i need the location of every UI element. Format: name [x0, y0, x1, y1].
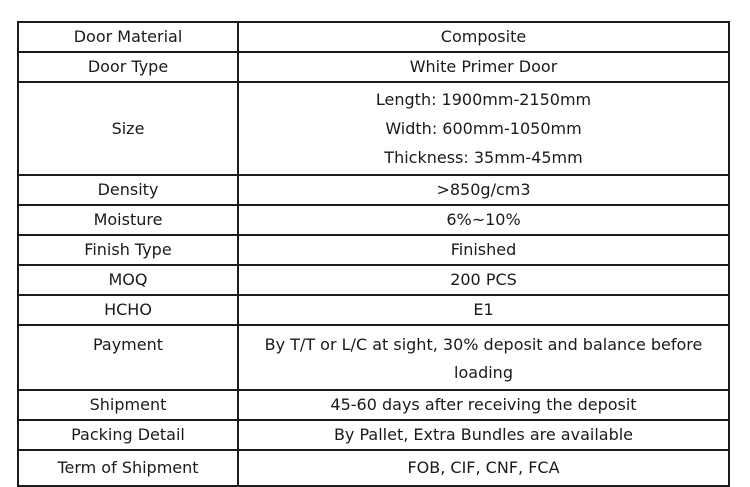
spec-value-payment: By T/T or L/C at sight, 30% deposit and balance before loading	[238, 325, 729, 390]
spec-value-moisture: 6%~10%	[238, 205, 729, 235]
table-row-density	[18, 175, 729, 205]
spec-value-door-material: Composite	[238, 22, 729, 52]
table-row-hcho	[18, 295, 729, 325]
size-thickness-line: Thickness: 35mm-45mm	[384, 148, 583, 167]
spec-label-packing-detail: Packing Detail	[18, 420, 238, 450]
table-row-door-type	[18, 52, 729, 82]
spec-label-moq: MOQ	[18, 265, 238, 295]
table-row-moq	[18, 265, 729, 295]
spec-value-door-type: White Primer Door	[238, 52, 729, 82]
spec-value-size	[238, 82, 729, 175]
spec-label-door-material: Door Material	[18, 22, 238, 52]
product-spec-table	[17, 21, 730, 487]
table-row-payment	[18, 325, 729, 390]
size-width-line: Width: 600mm-1050mm	[385, 119, 582, 138]
table-row-packing-detail	[18, 420, 729, 450]
table-row-door-material	[18, 22, 729, 52]
spec-value-moq: 200 PCS	[238, 265, 729, 295]
spec-label-density: Density	[18, 175, 238, 205]
spec-value-shipment: 45-60 days after receiving the deposit	[238, 390, 729, 420]
table-row-shipment	[18, 390, 729, 420]
spec-label-size: Size	[18, 82, 238, 175]
spec-label-finish-type: Finish Type	[18, 235, 238, 265]
spec-value-hcho: E1	[238, 295, 729, 325]
spec-label-payment: Payment	[18, 325, 238, 390]
spec-value-packing-detail: By Pallet, Extra Bundles are available	[238, 420, 729, 450]
spec-label-door-type: Door Type	[18, 52, 238, 82]
table-row-moisture	[18, 205, 729, 235]
table-row-finish-type	[18, 235, 729, 265]
spec-value-term-of-shipment: FOB, CIF, CNF, FCA	[238, 450, 729, 486]
spec-label-moisture: Moisture	[18, 205, 238, 235]
spec-label-term-of-shipment: Term of Shipment	[18, 450, 238, 486]
size-length-line: Length: 1900mm-2150mm	[375, 90, 592, 109]
spec-value-density: >850g/cm3	[238, 175, 729, 205]
spec-value-finish-type: Finished	[238, 235, 729, 265]
spec-label-shipment: Shipment	[18, 390, 238, 420]
table-row-size	[18, 82, 729, 175]
spec-label-hcho: HCHO	[18, 295, 238, 325]
